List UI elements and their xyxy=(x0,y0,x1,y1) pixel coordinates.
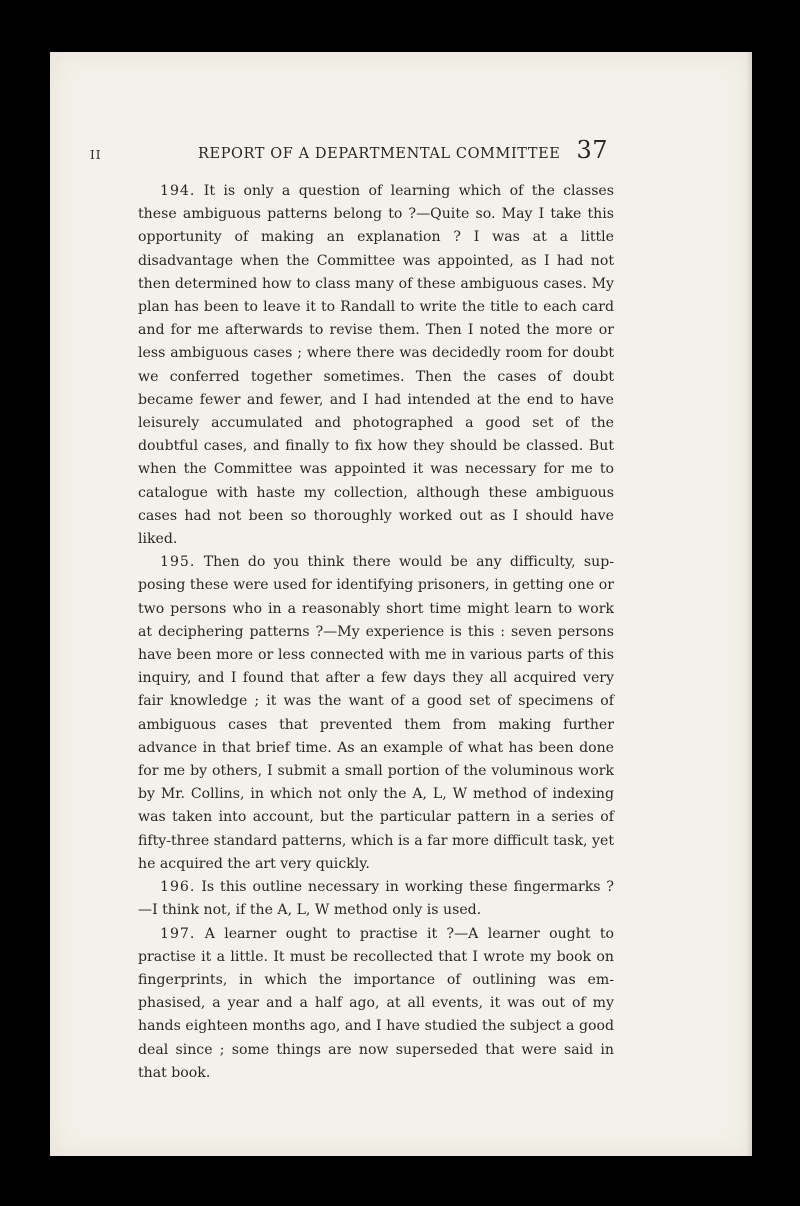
paragraph-number: 194. xyxy=(160,183,196,199)
paragraph-195 xyxy=(138,551,614,876)
paragraph-text: It is only a question of learning which of the classes these ambiguous patterns belong to ?—Quite so. May I take this opportunity of making an explanation ? I was at a little disadvantage when the Committee was appointed, as I had not then determined how to class many of these ambiguous cases. My plan has been to leave it to Randall to write the title to each card and for me afterwards to revise them. Then I noted the more or less ambiguous cases ; where there was decidedly room for doubt we conferred together sometimes. Then the cases of doubt became fewer and fewer, and I had intended at the end to have leisurely accumulated and photographed a good set of the doubtful cases, and finally to fix how they should be classed. But when the Committee was appointed it was necessary for me to catalogue with haste my collection, although these ambiguous cases had not been so thoroughly worked out as I should have liked. xyxy=(138,183,614,548)
signature-mark: II xyxy=(90,148,102,162)
body-text xyxy=(138,180,614,1085)
paragraph-text: Then do you think there would be any difficulty, sup- posing these were used for identifying prisoners, in getting one or two persons who in a reasonably short time might learn to work at deciphering patterns ?—My experience is this : seven persons have been more or less connected with me in various parts of this inquiry, and I found that after a few days they all acquired very fair knowledge ; it was the want of a good set of specimens of ambiguous cases that prevented them from making further advance in that brief time. As an example of what has been done for me by others, I submit a small portion of the voluminous work by Mr. Collins, in which not only the A, L, W method of indexing was taken into account, but the particular pattern in a series of fifty-three standard patterns, which is a far more difficult task, yet he acquired the art very quickly. xyxy=(138,554,615,872)
paragraph-text: A learner ought to practise it ?—A learner ought to practise it a little. It must be recollected that I wrote my book on fingerprints, in which the importance of outlining was em- phasised, a year and a half ago, at all events, it was out of my hands eighteen months ago, and I have studied the subject a good deal since ; some things are now superseded that were said in that book. xyxy=(138,925,614,1081)
paragraph-number: 196. xyxy=(160,879,196,896)
running-title: REPORT OF A DEPARTMENTAL COMMITTEE xyxy=(198,146,561,162)
page-edge xyxy=(746,52,752,1156)
paragraph-text: Is this outline necessary in working these fingermarks ? —I think not, if the A, L, W method only is used. xyxy=(138,879,614,919)
page-header xyxy=(90,136,608,170)
paragraph-194 xyxy=(138,180,614,551)
paragraph-196 xyxy=(138,876,614,922)
paragraph-number: 195. xyxy=(160,554,196,571)
page-number: 37 xyxy=(576,136,608,164)
paragraph-number: 197. xyxy=(160,925,196,942)
paragraph-197 xyxy=(138,923,614,1085)
